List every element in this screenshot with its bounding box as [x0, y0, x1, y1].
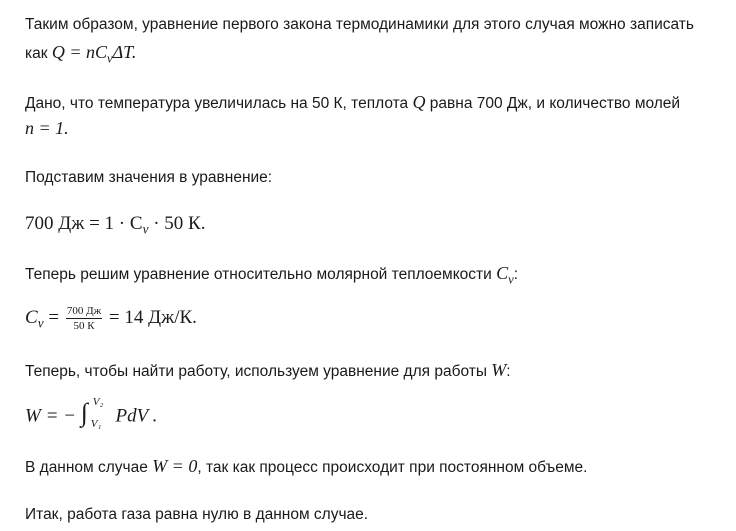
equation-2: $C_v$ = $\frac{700 Дж}{50 К}$ = 14 Дж/К.: [25, 305, 197, 332]
fraction-denominator: 50 К: [73, 320, 95, 332]
paragraph-1-line-2: [25, 42, 136, 66]
paragraph-text: Итак, работа газа равна нулю в данном случае.: [25, 506, 369, 523]
paragraph-text: как: [25, 45, 48, 62]
paragraph-5: Теперь, чтобы найти работу, используем уравнение для работы W:: [25, 360, 511, 380]
fraction: [66, 305, 102, 332]
paragraph-text: Теперь решим уравнение относительно молярной теплоемкости: [25, 266, 492, 283]
fraction-numerator: 700 Дж: [66, 305, 102, 317]
equation-1: 700 Дж = $1 \cdot C_v \cdot 50$ К.: [25, 213, 206, 237]
integral-sign: ∫ V₂ V₁: [80, 396, 104, 430]
paragraph-7: [25, 506, 368, 524]
paragraph-text: В данном случае: [25, 459, 148, 476]
paragraph-6: [25, 456, 587, 477]
paragraph-1-line-1: [25, 16, 694, 34]
math-variable-q: Q: [412, 92, 426, 112]
paragraph-text: Теперь, чтобы найти работу, используем уравнение для работы: [25, 363, 487, 380]
paragraph-3: [25, 169, 272, 187]
integral-upper-limit: V₂: [92, 396, 104, 408]
paragraph-2-line-1: [25, 92, 680, 113]
moles-formula: n = 1.: [25, 118, 69, 138]
paragraph-2-line-2: [25, 118, 69, 139]
work-zero-formula: W = 0: [152, 456, 198, 476]
paragraph-text: Дано, что температура увеличилась на 50 К, теплота: [25, 95, 409, 112]
paragraph-text: равна 700 Дж, и количество молей: [429, 95, 681, 112]
paragraph-4: Теперь решим уравнение относительно молярной теплоемкости $C_v$:: [25, 263, 519, 287]
math-variable-cv: $C_v$: [496, 263, 514, 287]
integral-lower-limit: V₁: [90, 418, 102, 430]
equation-3: W = − ∫ V₂ V₁ PdV .: [25, 396, 158, 430]
paragraph-text: Таким образом, уравнение первого закона термодинамики для этого случая можно записать: [25, 16, 694, 33]
first-law-formula: $Q = nC_v\Delta T$.: [51, 42, 137, 66]
math-variable-w: W: [491, 360, 507, 380]
paragraph-text: Подставим значения в уравнение:: [25, 169, 273, 186]
paragraph-text: , так как процесс происходит при постоянном объеме.: [197, 459, 588, 476]
